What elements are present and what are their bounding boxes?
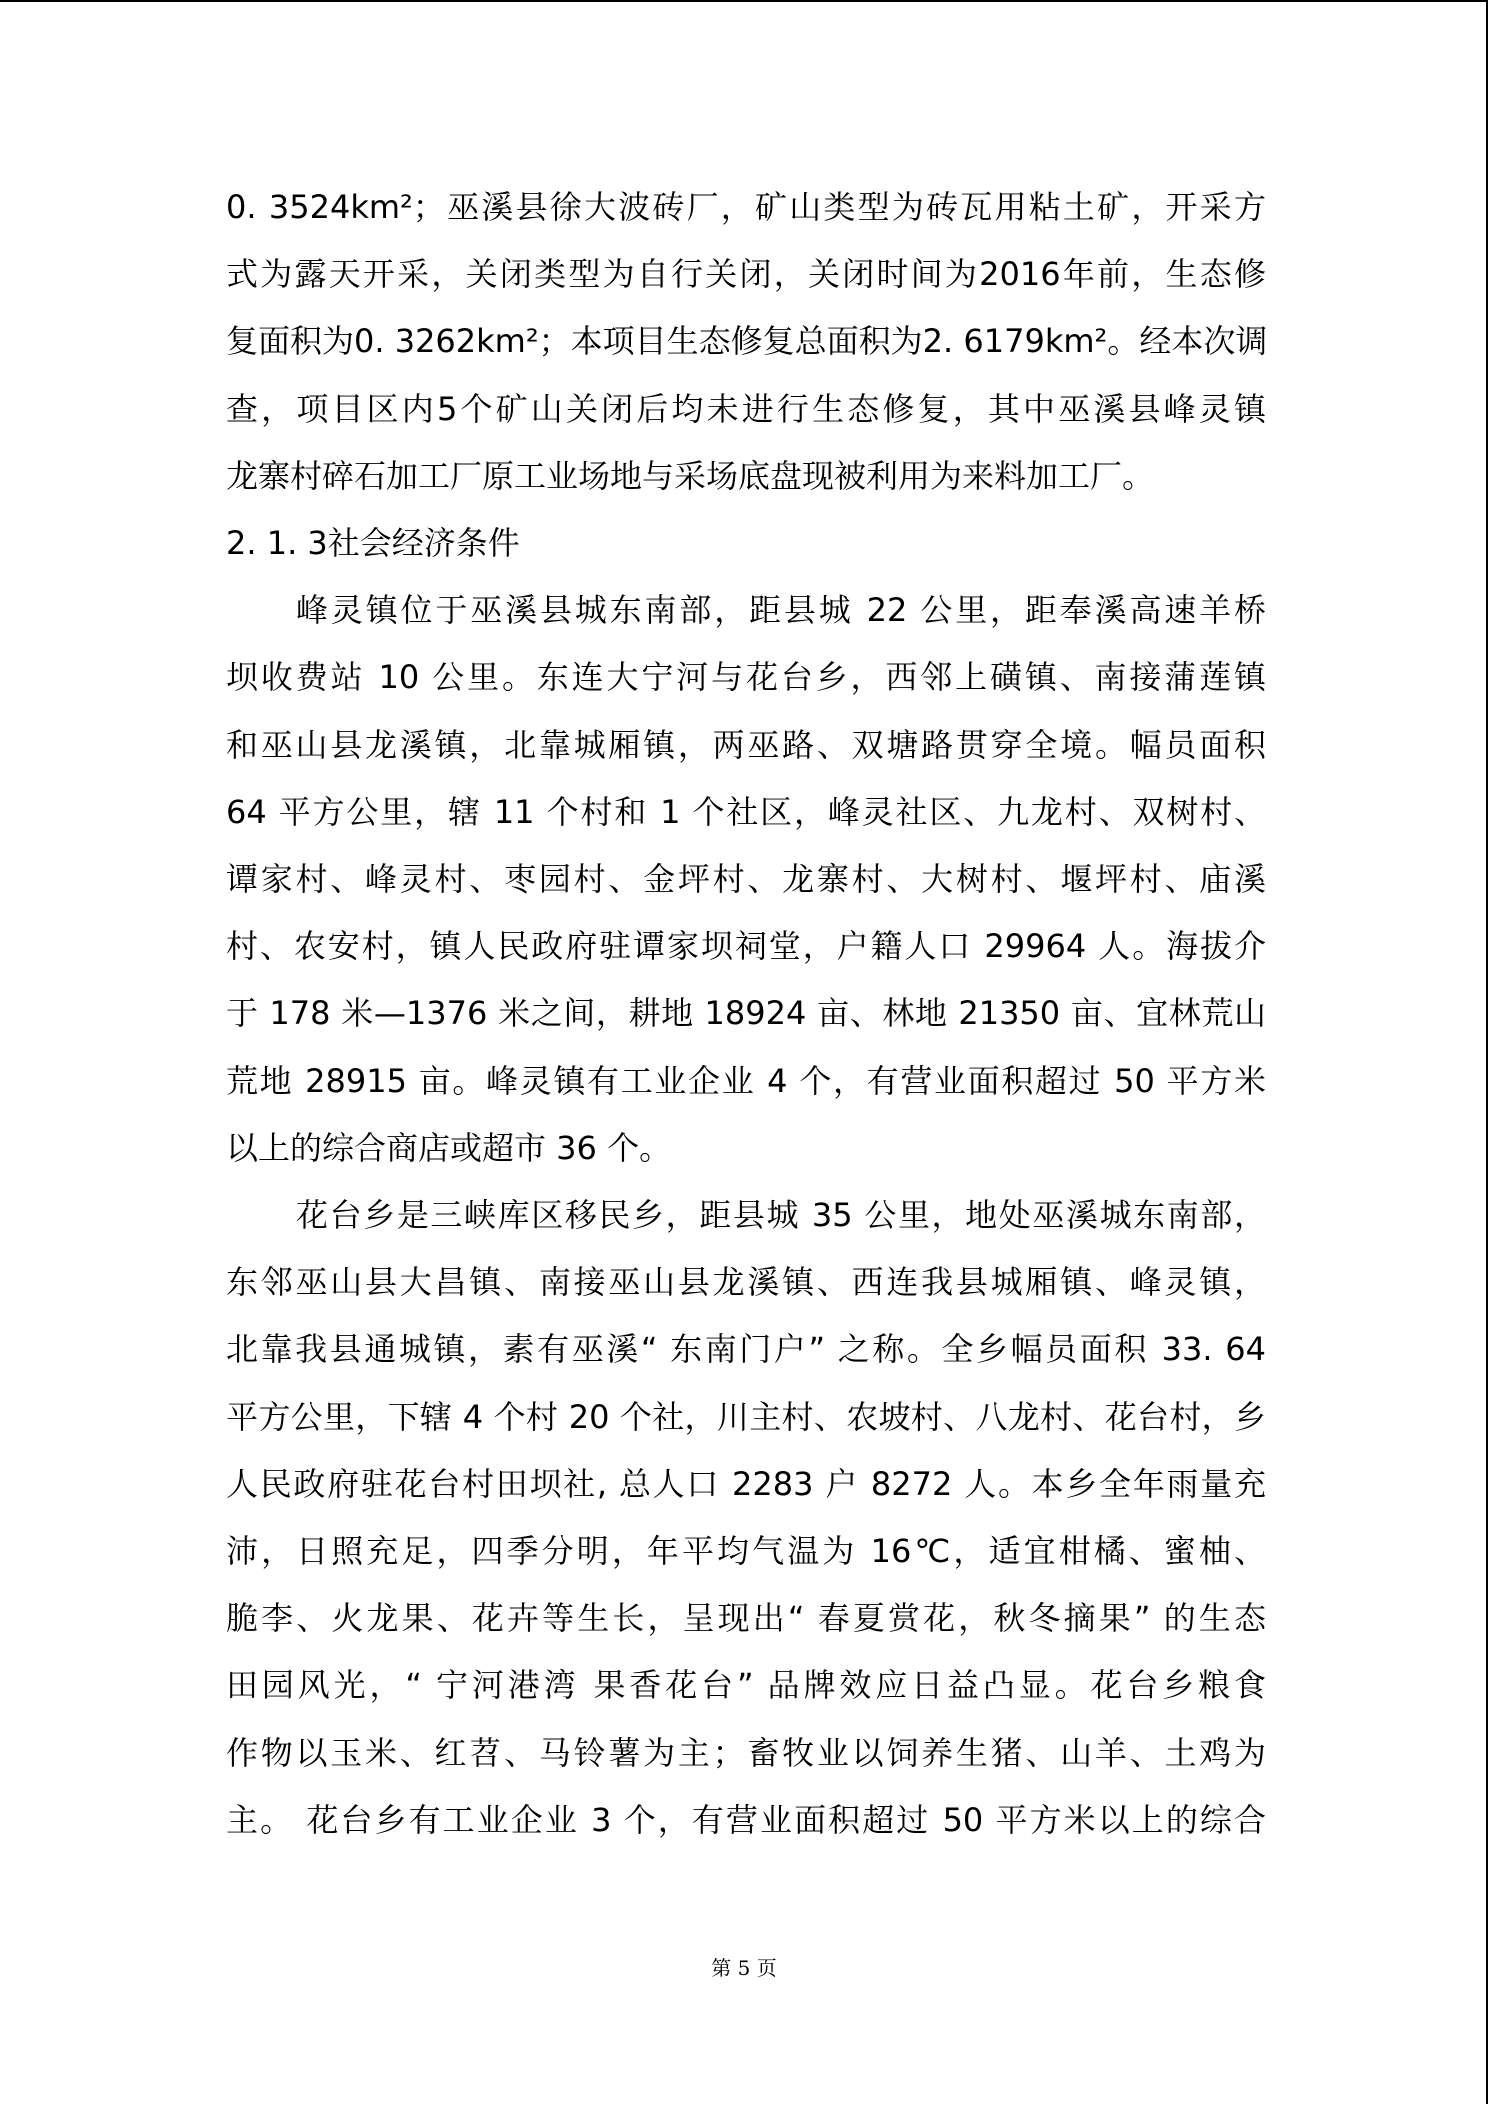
text-line: 0. 3524km²；巫溪县徐大波砖厂，矿山类型为砖瓦用粘土矿，开采方: [226, 188, 1266, 226]
document-body: [226, 174, 1266, 1854]
text-line: 沛，日照充足，四季分明，年平均气温为 16℃，适宜柑橘、蜜柚、: [226, 1532, 1266, 1571]
text-line: 和巫山县龙溪镇，北靠城厢镇，两巫路、双塘路贯穿全境。幅员面积: [226, 725, 1266, 764]
text-line: 主。 花台乡有工业企业 3 个，有营业面积超过 50 平方米以上的综合: [226, 1800, 1266, 1839]
text-line: 查，项目区内5个矿山关闭后均未进行生态修复，其中巫溪县峰灵镇: [226, 389, 1266, 428]
text-line: 北靠我县通城镇，素有巫溪“ 东南门户” 之称。全乡幅员面积 33. 64: [226, 1330, 1266, 1369]
page-number: 第 5 页: [711, 1956, 777, 1980]
paragraph-fengling: [226, 577, 1266, 1182]
text-line: 谭家村、峰灵村、枣园村、金坪村、龙寨村、大树村、堰坪村、庙溪: [226, 860, 1266, 899]
paragraph-intro: [226, 174, 1266, 510]
text-line: 于 178 米—1376 米之间，耕地 18924 亩、林地 21350 亩、宜林荒山: [226, 994, 1266, 1033]
text-line: 村、农安村，镇人民政府驻谭家坝祠堂，户籍人口 29964 人。海拔介: [226, 927, 1266, 966]
text-line: 人民政府驻花台村田坝社, 总人口 2283 户 8272 人。本乡全年雨量充: [226, 1464, 1266, 1503]
text-line: 脆李、火龙果、花卉等生长，呈现出“ 春夏赏花，秋冬摘果” 的生态: [226, 1599, 1266, 1638]
text-line: 作物以玉米、红苕、马铃薯为主；畜牧业以饲养生猪、山羊、土鸡为: [226, 1733, 1266, 1772]
text-line: 田园风光，“ 宁河港湾 果香花台” 品牌效应日益凸显。花台乡粮食: [226, 1666, 1266, 1705]
paragraph-huatai: [226, 1182, 1266, 1854]
page-border-top: [0, 0, 1488, 2]
text-line: 荒地 28915 亩。峰灵镇有工业企业 4 个，有营业面积超过 50 平方米: [226, 1061, 1266, 1100]
section-heading: 2. 1. 3社会经济条件: [226, 524, 520, 563]
text-line: 64 平方公里，辖 11 个村和 1 个社区，峰灵社区、九龙村、双树村、: [226, 792, 1266, 831]
text-line: 东邻巫山县大昌镇、南接巫山县龙溪镇、西连我县城厢镇、峰灵镇，: [226, 1263, 1266, 1302]
text-line: 以上的综合商店或超市 36 个。: [226, 1128, 672, 1167]
text-line: 式为露天开采，关闭类型为自行关闭，关闭时间为2016年前，生态修: [226, 255, 1266, 294]
text-line: 复面积为0. 3262km²；本项目生态修复总面积为2. 6179km²。经本次调: [226, 322, 1268, 361]
text-line: 花台乡是三峡库区移民乡，距县城 35 公里，地处巫溪城东南部，: [296, 1196, 1266, 1235]
text-line: 坝收费站 10 公里。东连大宁河与花台乡，西邻上磺镇、南接蒲莲镇: [226, 658, 1266, 697]
text-line: 龙寨村碎石加工厂原工业场地与采场底盘现被利用为来料加工厂。: [226, 456, 1155, 495]
text-line: 平方公里，下辖 4 个村 20 个社，川主村、农坡村、八龙村、花台村，乡: [226, 1397, 1266, 1436]
text-line: 峰灵镇位于巫溪县城东南部，距县城 22 公里，距奉溪高速羊桥: [296, 591, 1266, 630]
